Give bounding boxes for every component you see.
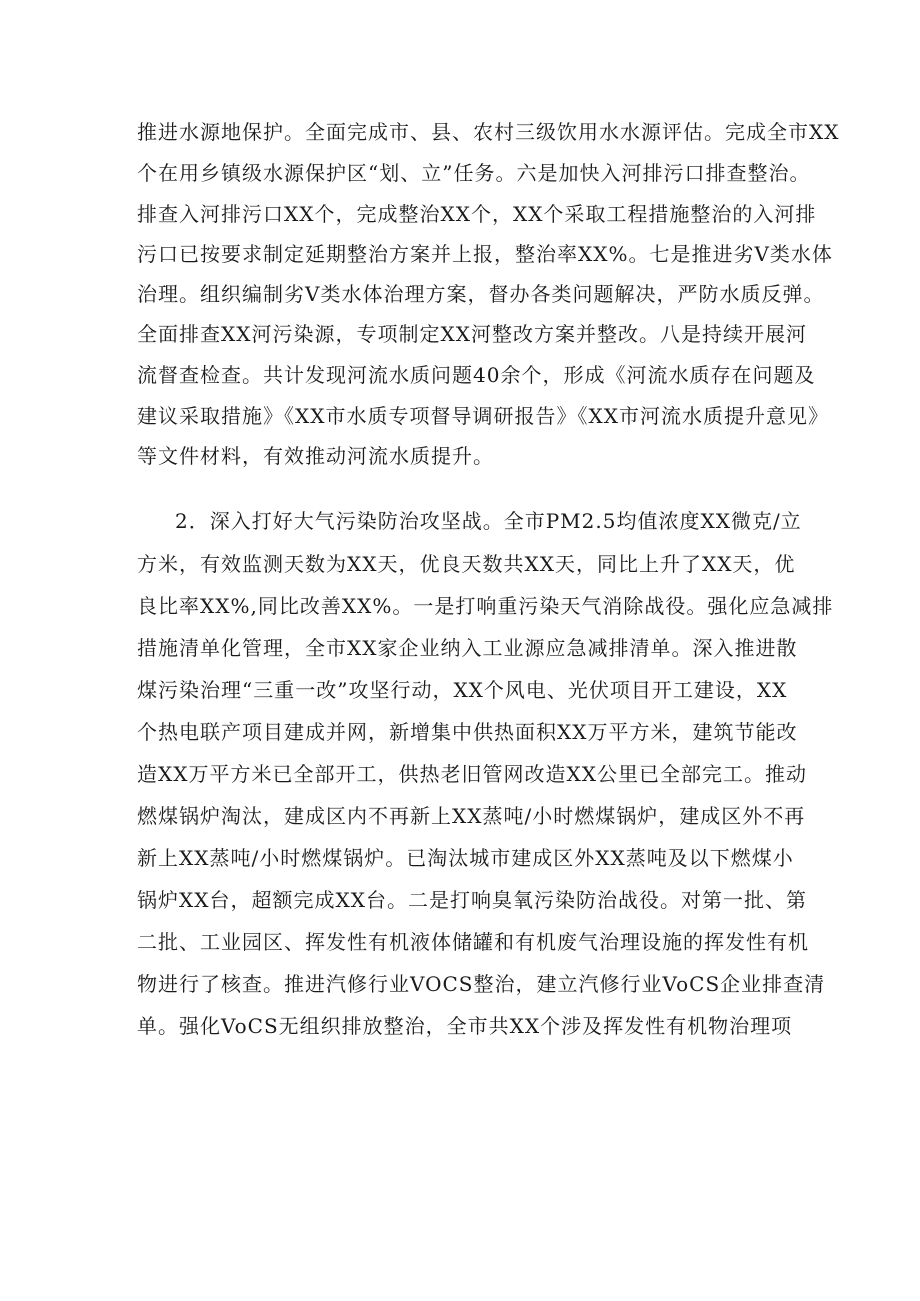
text-line: 方米，有效监测天数为XX天，优良天数共XX天，同比上升了XX天，优 (137, 552, 796, 576)
text-line: 单。强化VoCS无组织排放整治，全市共XX个涉及挥发性有机物治理项 (137, 1014, 793, 1038)
text-line: 全面排查XX河污染源，专项制定XX河整改方案并整改。八是持续开展河 (137, 322, 807, 346)
text-line: 新上XX蒸吨/小时燃煤锅炉。已淘汰城市建成区外XX蒸吨及以下燃煤小 (137, 846, 794, 870)
text-line: 建议采取措施》《XX市水质专项督导调研报告》《XX市河流水质提升意见》 (137, 404, 829, 428)
text-line: 流督查检查。共计发现河流水质问题40余个，形成《河流水质存在问题及 (137, 363, 816, 387)
text-line: 燃煤锅炉淘汰，建成区内不再新上XX蒸吨/小时燃煤锅炉，建成区外不再 (137, 804, 806, 828)
text-line: 个热电联产项目建成并网，新增集中供热面积XX万平方米，建筑节能改 (137, 720, 798, 744)
text-line: 二批、工业园区、挥发性有机液体储罐和有机废气治理设施的挥发性有机 (137, 930, 809, 954)
text-line: 等文件材料，有效推动河流水质提升。 (137, 444, 494, 468)
text-line: 锅炉XX台，超额完成XX台。二是打响臭氧污染防治战役。对第一批、第 (137, 888, 807, 912)
text-line: 煤污染治理“三重一改”攻坚行动，XX个风电、光伏项目开工建设，XX (137, 678, 788, 702)
text-line: 良比率XX%,同比改善XX%。一是打响重污染天气消除战役。强化应急减排 (137, 594, 834, 618)
text-line: 物进行了核查。推进汽修行业VOCS整治，建立汽修行业VoCS企业排查清 (137, 972, 826, 996)
text-line: 造XX万平方米已全部开工，供热老旧管网改造XX公里已全部完工。推动 (137, 762, 807, 786)
text-line: 治理。组织编制劣V类水体治理方案，督办各类问题解决，严防水质反弹。 (137, 282, 825, 306)
text-line: 2．深入打好大气污染防治攻坚战。全市PM2.5均值浓度XX微克/立 (175, 509, 802, 533)
text-line: 排查入河排污口XX个，完成整治XX个，XX个采取工程措施整治的入河排 (137, 202, 817, 226)
text-line: 个在用乡镇级水源保护区“划、立”任务。六是加快入河排污口排查整治。 (137, 161, 811, 185)
text-line: 推进水源地保护。全面完成市、县、农村三级饮用水水源评估。完成全市XX (137, 120, 840, 144)
text-line: 污口已按要求制定延期整治方案并上报，整治率XX%。七是推进劣V类水体 (137, 242, 833, 266)
text-line: 措施清单化管理，全市XX家企业纳入工业源应急减排清单。深入推进散 (137, 636, 798, 660)
